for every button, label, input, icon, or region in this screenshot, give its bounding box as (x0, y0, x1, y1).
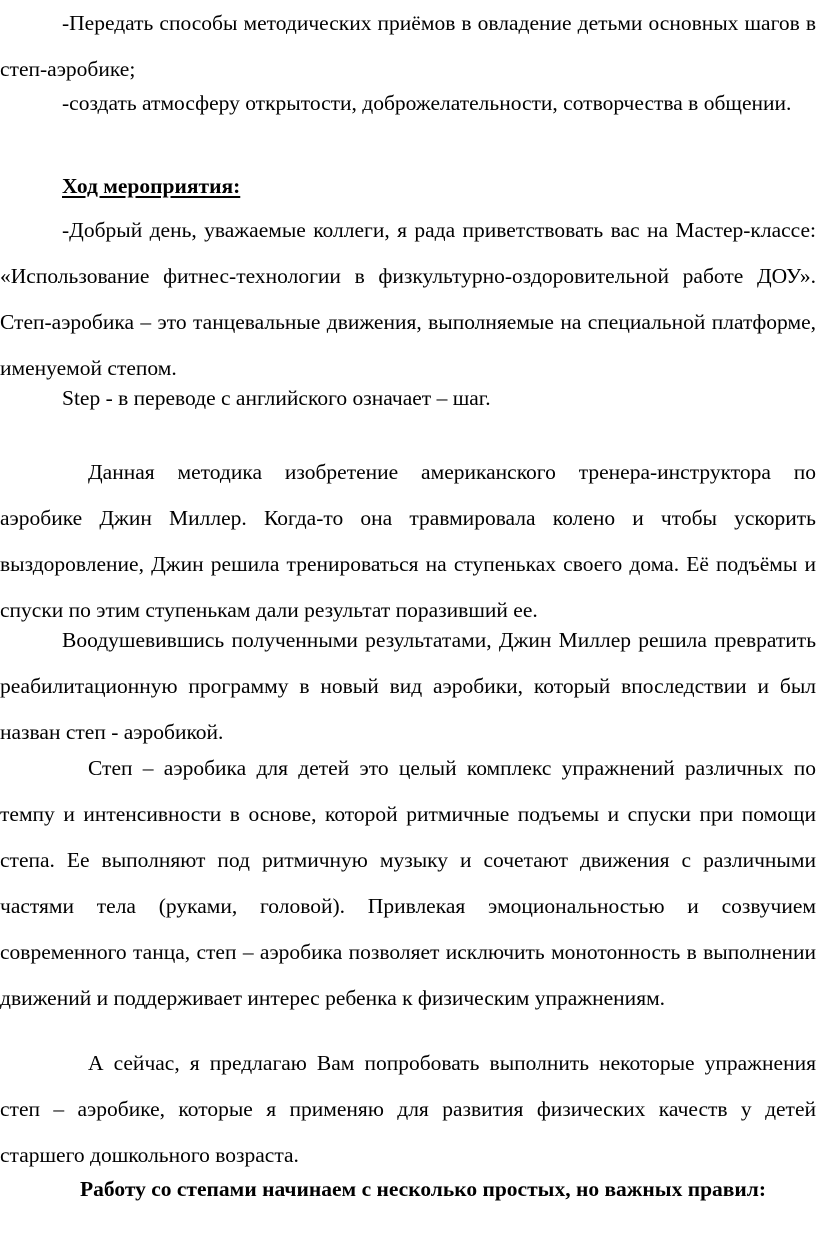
section-heading: Ход мероприятия: (62, 174, 241, 198)
paragraph-inspiration: Воодушевившись полученными результатами, Джин Миллер решила превратить реабилитационную программу в новый вид аэробики, который впоследствии и был назван степ - аэробикой. (0, 628, 816, 744)
paragraph-greeting: -Добрый день, уважаемые коллеги, я рада приветствовать вас на Мастер-классе: «Использование фитнес-технологии в физкультурно-оздоровительной работе ДОУ». Степ-аэробика – это танцевальные движения, выполняемые на специальной платформе, именуемой степом. (0, 218, 816, 380)
paragraph-goal-2: -создать атмосферу открытости, доброжелательности, сотворчества в общении. (62, 91, 792, 115)
paragraph-goal-1: -Передать способы методических приёмов в овладение детьми основных шагов в степ-аэробике; (0, 11, 816, 81)
paragraph-history: Данная методика изобретение американского тренера-инструктора по аэробике Джин Миллер. Когда-то она травмировала колено и чтобы ускорить выздоровление, Джин решила тренироваться на ступеньках своего дома. Её подъёмы и спуски по этим ступенькам дали результат поразивший ее. (0, 460, 816, 622)
paragraph-invitation: А сейчас, я предлагаю Вам попробовать выполнить некоторые упражнения степ – аэробике, которые я применяю для развития физических качеств у детей старшего дошкольного возраста. (0, 1051, 816, 1167)
paragraph-rules-intro: Работу со степами начинаем с несколько простых, но важных правил: (80, 1177, 767, 1201)
paragraph-step-definition: Step - в переводе с английского означает – шаг. (62, 386, 491, 410)
paragraph-description: Степ – аэробика для детей это целый комплекс упражнений различных по темпу и интенсивности в основе, которой ритмичные подъемы и спуски при помощи степа. Ее выполняют под ритмичную музыку и сочетают движения с различными частями тела (руками, головой). Привлекая эмоциональностью и созвучием современного танца, степ – аэробика позволяет исключить монотонность в выполнении движений и поддерживает интерес ребенка к физическим упражнениям. (0, 756, 816, 1010)
